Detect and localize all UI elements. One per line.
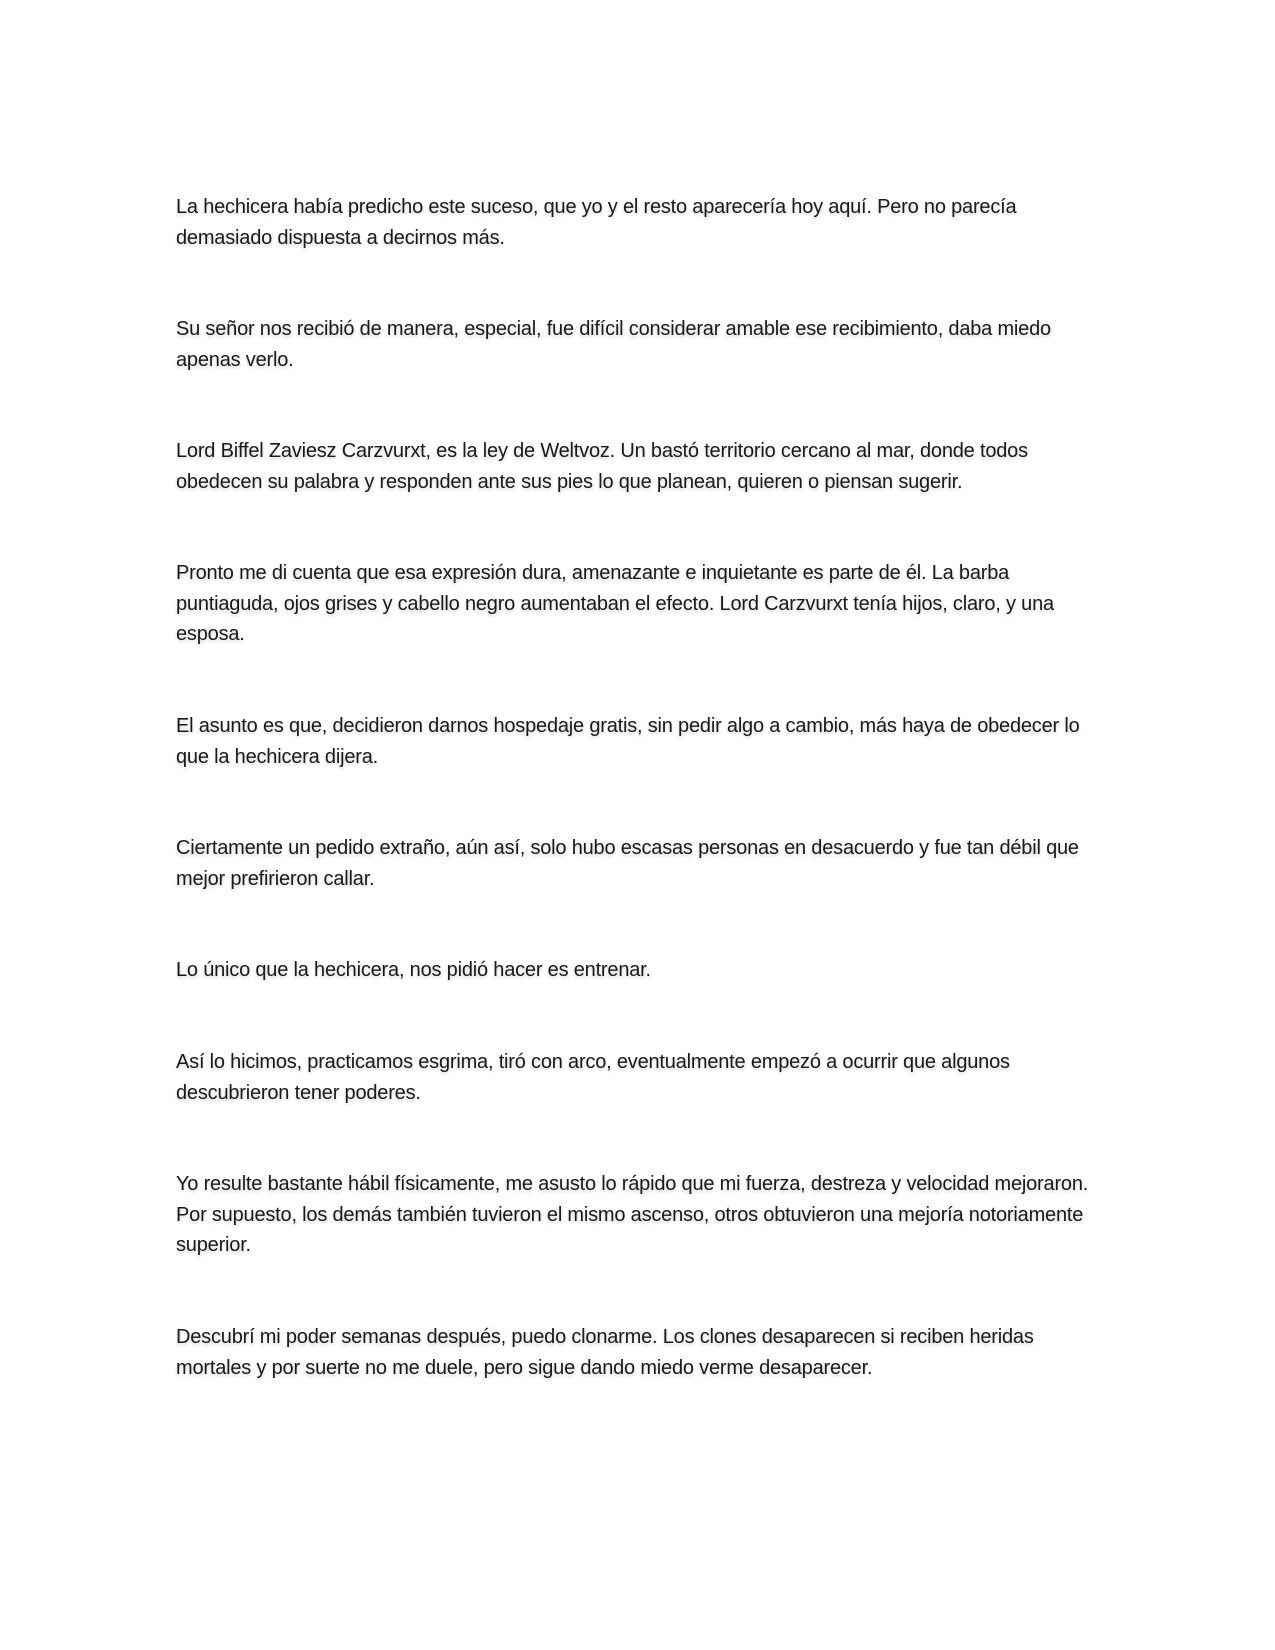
paragraph-6: Ciertamente un pedido extraño, aún así, solo hubo escasas personas en desacuerdo y fue tan débil que mejor prefirieron callar. [176, 837, 1079, 890]
paragraph-5: El asunto es que, decidieron darnos hospedaje gratis, sin pedir algo a cambio, más haya de obedecer lo que la hechicera dijera. [176, 715, 1080, 768]
paragraph-2: Su señor nos recibió de manera, especial, fue difícil considerar amable ese recibimiento, daba miedo apenas verlo. [176, 318, 1051, 371]
paragraph-3: Lord Biffel Zaviesz Carzvurxt, es la ley de Weltvoz. Un bastó territorio cercano al mar, donde todos obedecen su palabra y responden ante sus pies lo que planean, quieren o piensan sugerir. [176, 440, 1028, 493]
paragraph-7: Lo único que la hechicera, nos pidió hacer es entrenar. [176, 959, 651, 981]
paragraph-9: Yo resulte bastante hábil físicamente, me asusto lo rápido que mi fuerza, destreza y velocidad mejoraron. Por supuesto, los demás también tuvieron el mismo ascenso, otros obtuvieron una mejoría notoriamente superior. [176, 1173, 1089, 1256]
paragraph-8: Así lo hicimos, practicamos esgrima, tiró con arco, eventualmente empezó a ocurrir que algunos descubrieron tener poderes. [176, 1051, 1010, 1104]
paragraph-4: Pronto me di cuenta que esa expresión dura, amenazante e inquietante es parte de él. La barba puntiaguda, ojos grises y cabello negro aumentaban el efecto. Lord Carzvurxt tenía hijos, claro, y una esposa. [176, 562, 1054, 645]
paragraph-1: La hechicera había predicho este suceso, que yo y el resto aparecería hoy aquí. Pero no parecía demasiado dispuesta a decirnos más. [176, 196, 1017, 249]
paragraph-10: Descubrí mi poder semanas después, puedo clonarme. Los clones desaparecen si reciben heridas mortales y por suerte no me duele, pero sigue dando miedo verme desaparecer. [176, 1326, 1034, 1379]
